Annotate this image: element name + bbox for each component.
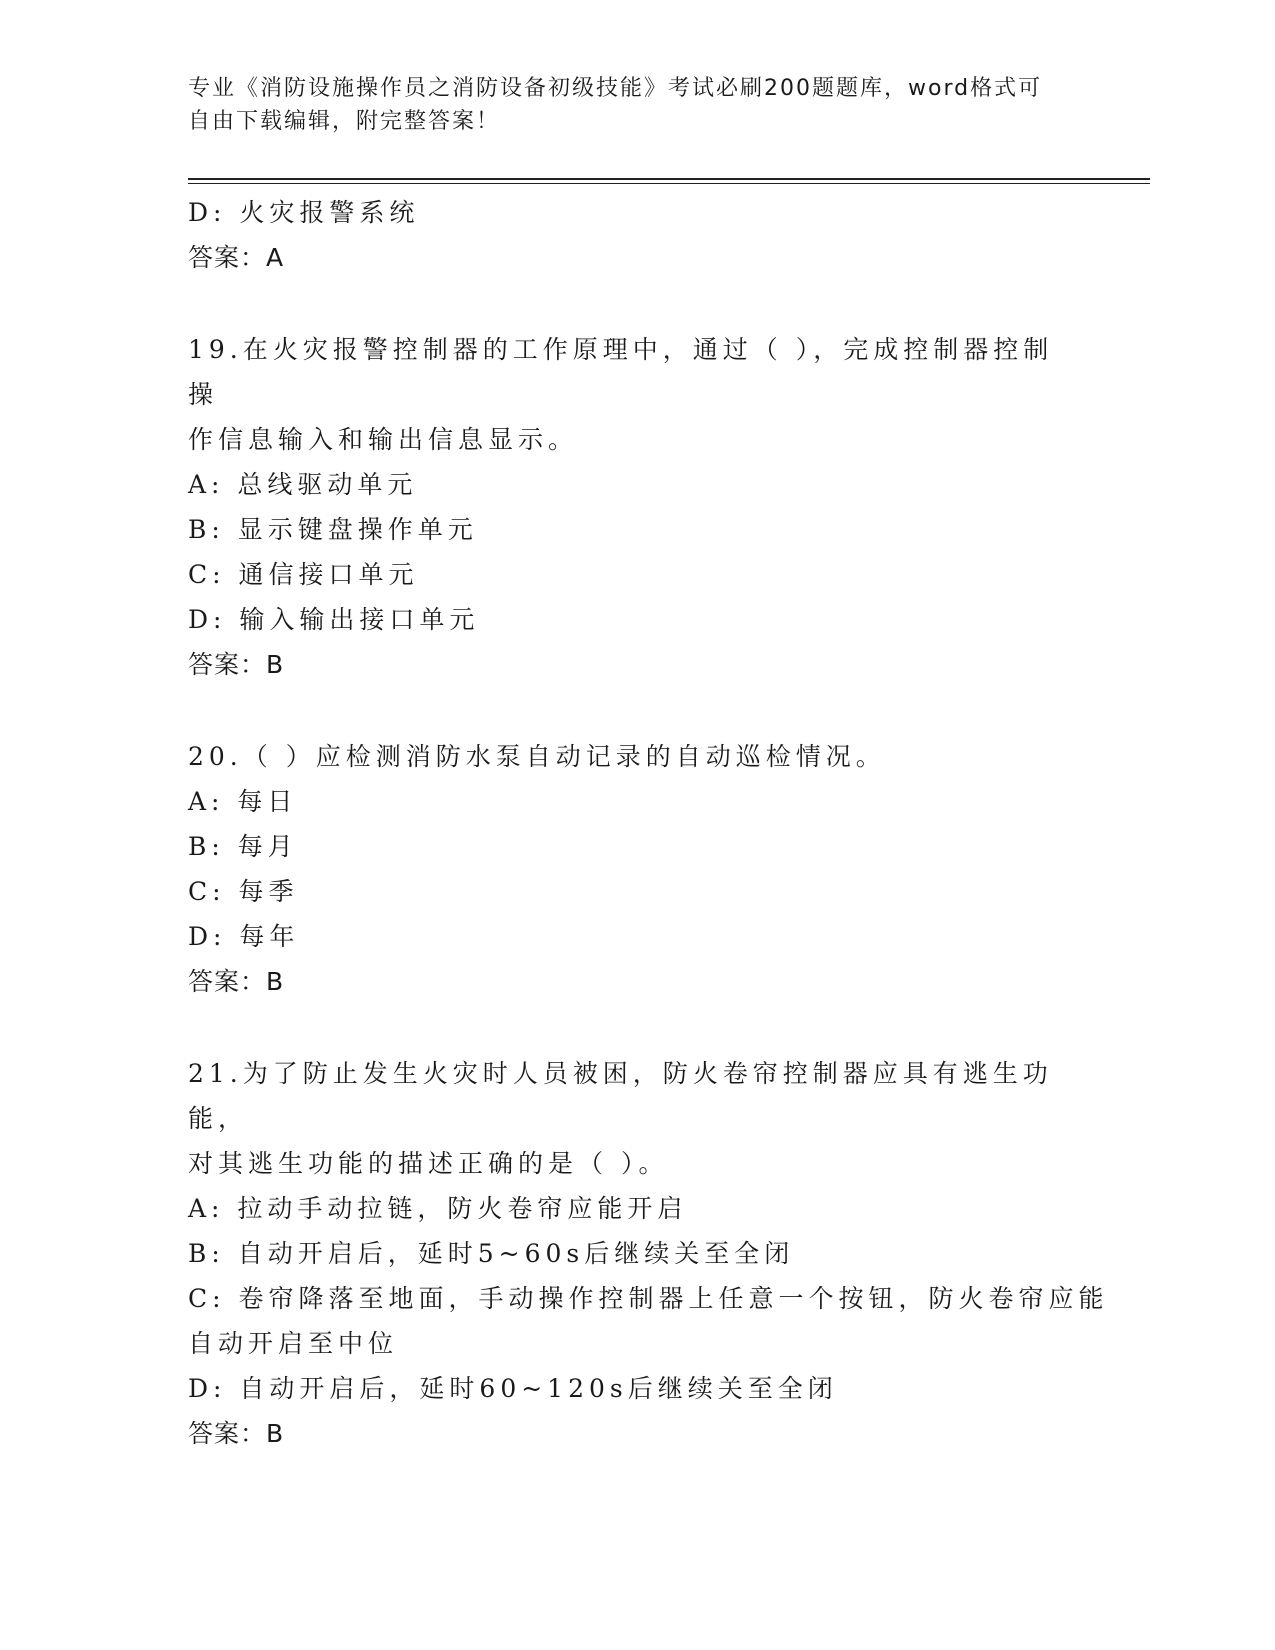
- answer-line: 答案：B: [188, 1419, 285, 1448]
- option-a: A: 每日: [188, 787, 298, 816]
- option-c: C: 每季: [188, 877, 299, 906]
- option-c-continued: 自动开启至中位: [188, 1329, 399, 1358]
- option-c: C: 卷帘降落至地面，手动操作控制器上任意一个按钮，防火卷帘应能: [188, 1284, 1109, 1313]
- option-c: C: 通信接口单元: [188, 560, 419, 589]
- option-d: D: 自动开启后，延时60~120s后继续关至全闭: [188, 1374, 838, 1403]
- option-b: B: 自动开启后，延时5~60s后继续关至全闭: [188, 1239, 795, 1268]
- option-d: D: 每年: [188, 922, 300, 951]
- option-a: A: 总线驱动单元: [188, 470, 418, 499]
- question-19: [188, 327, 1068, 687]
- header-divider-thick: [188, 178, 1150, 180]
- question-20: [188, 734, 1068, 1004]
- question-stem-line: 19.在火灾报警控制器的工作原理中，通过（ ），完成控制器控制操: [188, 335, 1054, 409]
- header-line-2: 自由下载编辑，附完整答案！: [188, 109, 501, 134]
- question-stem-line: 20.（ ）应检测消防水泵自动记录的自动巡检情况。: [188, 742, 886, 771]
- option-a: A: 拉动手动拉链，防火卷帘应能开启: [188, 1194, 688, 1223]
- header-line-1: 专业《消防设施操作员之消防设备初级技能》考试必刷200题题库，word格式可: [188, 76, 1043, 101]
- question-stem-line: 对其逃生功能的描述正确的是（ ）。: [188, 1149, 669, 1178]
- option-d: D: 输入输出接口单元: [188, 605, 480, 634]
- question-stem-line: 21.为了防止发生火灾时人员被困，防火卷帘控制器应具有逃生功能，: [188, 1059, 1053, 1133]
- question-content: [188, 190, 1109, 1456]
- document-header: [188, 72, 1068, 138]
- previous-question-tail: [188, 190, 1068, 280]
- question-stem-line: 作信息输入和输出信息显示。: [188, 425, 579, 454]
- answer-line: 答案：A: [188, 243, 285, 272]
- answer-line: 答案：B: [188, 650, 285, 679]
- answer-line: 答案：B: [188, 967, 285, 996]
- option-d: D: 火灾报警系统: [188, 198, 420, 227]
- header-divider-thin: [188, 183, 1150, 184]
- option-b: B: 每月: [188, 832, 298, 861]
- question-21: [188, 1051, 1109, 1456]
- option-b: B: 显示键盘操作单元: [188, 515, 478, 544]
